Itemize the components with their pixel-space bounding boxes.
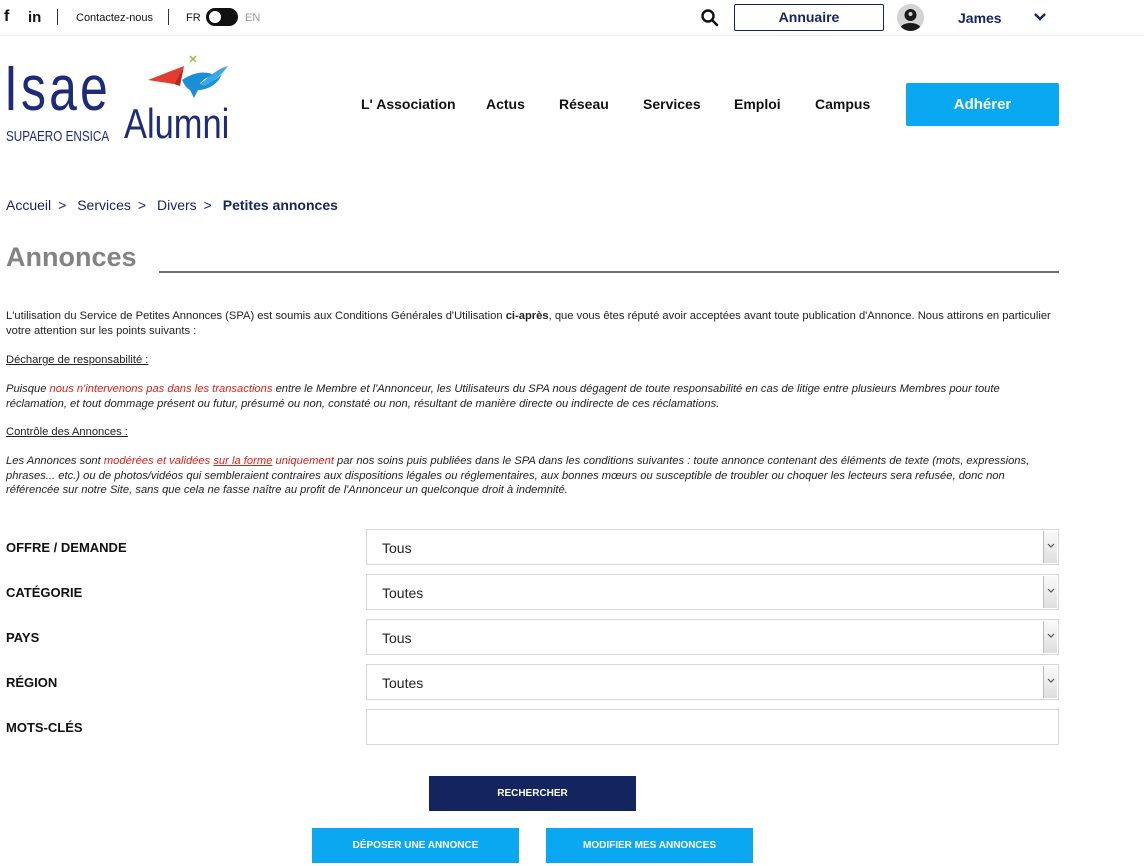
breadcrumb-separator: > — [58, 197, 67, 213]
language-toggle[interactable] — [206, 8, 238, 26]
facebook-icon[interactable]: f — [4, 8, 10, 25]
breadcrumb-divers[interactable]: Divers — [156, 197, 197, 213]
breadcrumb — [6, 197, 342, 213]
top-bar — [0, 0, 1144, 36]
title-divider — [159, 271, 1059, 273]
nav-emploi[interactable]: Emploi — [734, 96, 781, 112]
logo-subtitle: SUPAERO ENSICA — [6, 128, 110, 145]
nav-reseau[interactable]: Réseau — [559, 96, 609, 112]
chevron-down-icon[interactable] — [1043, 621, 1057, 653]
linkedin-icon[interactable]: in — [28, 9, 42, 26]
chevron-down-icon[interactable] — [1043, 531, 1057, 563]
chevron-down-icon[interactable] — [1043, 576, 1057, 608]
adherer-button[interactable]: Adhérer — [906, 83, 1059, 126]
divider — [57, 9, 58, 25]
chevron-down-icon[interactable] — [1043, 666, 1057, 698]
decharge-heading: Décharge de responsabilité : — [6, 354, 149, 366]
categorie-select[interactable] — [366, 574, 1059, 610]
site-logo[interactable] — [4, 52, 254, 152]
user-menu-name[interactable]: James — [958, 10, 1002, 26]
controle-paragraph: Les Annonces sont modérées et validées sur la forme uniquement par nos soins puis publiées dans le SPA dans les conditions suivantes : toute annonce contenant des éléments de texte (mots, expressions, phrases... etc.) ou de photos/vidéos qui sembleraient contraires aux dispositions légales ou réglementaires, aux bonnes mœurs ou susceptible de troubler ou choquer les lecteurs sera refusée, donc non référencée sur notre Site, sans que cela ne fasse naître au profit de l'Annonceur un quelconque droit à indemnité. — [6, 455, 1030, 496]
nav-actus[interactable]: Actus — [486, 96, 525, 112]
nav-association[interactable]: L' Association — [361, 96, 456, 112]
nav-campus[interactable]: Campus — [815, 96, 871, 112]
region-value: Toutes — [382, 675, 424, 691]
annuaire-button[interactable]: Annuaire — [734, 4, 884, 31]
nav-services[interactable]: Services — [643, 96, 701, 112]
breadcrumb-separator: > — [203, 197, 212, 213]
lang-en-label: EN — [245, 12, 261, 24]
bird-logo-icon — [144, 54, 234, 104]
logo-isae-text: Isae — [4, 52, 111, 124]
breadcrumb-accueil[interactable]: Accueil — [6, 197, 52, 213]
logo-alumni-text: Alumni — [124, 100, 230, 147]
region-label: RÉGION — [6, 675, 58, 690]
cgu-link[interactable]: ci-après — [505, 310, 549, 322]
deposer-annonce-button[interactable]: DÉPOSER UNE ANNONCE — [312, 828, 519, 863]
offre-demande-select[interactable] — [366, 529, 1059, 565]
offre-demande-label: OFFRE / DEMANDE — [6, 540, 127, 555]
pays-label: PAYS — [6, 630, 40, 645]
categorie-label: CATÉGORIE — [6, 585, 83, 600]
mots-cles-input[interactable] — [366, 709, 1059, 745]
region-select[interactable] — [366, 664, 1059, 700]
avatar[interactable] — [897, 4, 924, 31]
breadcrumb-separator: > — [137, 197, 147, 213]
offre-demande-value: Tous — [382, 540, 412, 556]
breadcrumb-current: Petites annonces — [222, 197, 338, 213]
search-button[interactable]: RECHERCHER — [429, 776, 636, 811]
search-icon[interactable] — [700, 8, 720, 28]
contact-link[interactable]: Contactez-nous — [76, 12, 154, 24]
categorie-value: Toutes — [382, 585, 424, 601]
decharge-paragraph: Puisque nous n'intervenons pas dans les transactions entre le Membre et l'Annonceur, les Utilisateurs du SPA nous dégagent de toute responsabilité en cas de litige entre plusieurs Membres pour toute réclamation, et tout dommage présent ou futur, présumé ou non, constaté ou non, résultant de manière directe ou indirecte de ces réclamations. — [6, 383, 1000, 410]
breadcrumb-services[interactable]: Services — [77, 197, 131, 213]
pays-select[interactable] — [366, 619, 1059, 655]
page-title: Annonces — [6, 242, 137, 272]
pays-value: Tous — [382, 630, 412, 646]
divider — [168, 9, 169, 25]
modifier-annonces-button[interactable]: MODIFIER MES ANNONCES — [546, 828, 753, 863]
chevron-down-icon[interactable] — [1032, 10, 1048, 24]
intro-paragraph: L'utilisation du Service de Petites Annonces (SPA) est soumis aux Conditions Générales d'Utilisation ci-après, que vous êtes réputé avoir acceptées avant toute publication d'Annonce. Nous attirons en particulier votre attention sur les points suivants : — [6, 310, 1051, 337]
lang-fr-label: FR — [186, 12, 201, 24]
mots-cles-label: MOTS-CLÉS — [6, 720, 83, 735]
controle-heading: Contrôle des Annonces : — [6, 426, 128, 438]
